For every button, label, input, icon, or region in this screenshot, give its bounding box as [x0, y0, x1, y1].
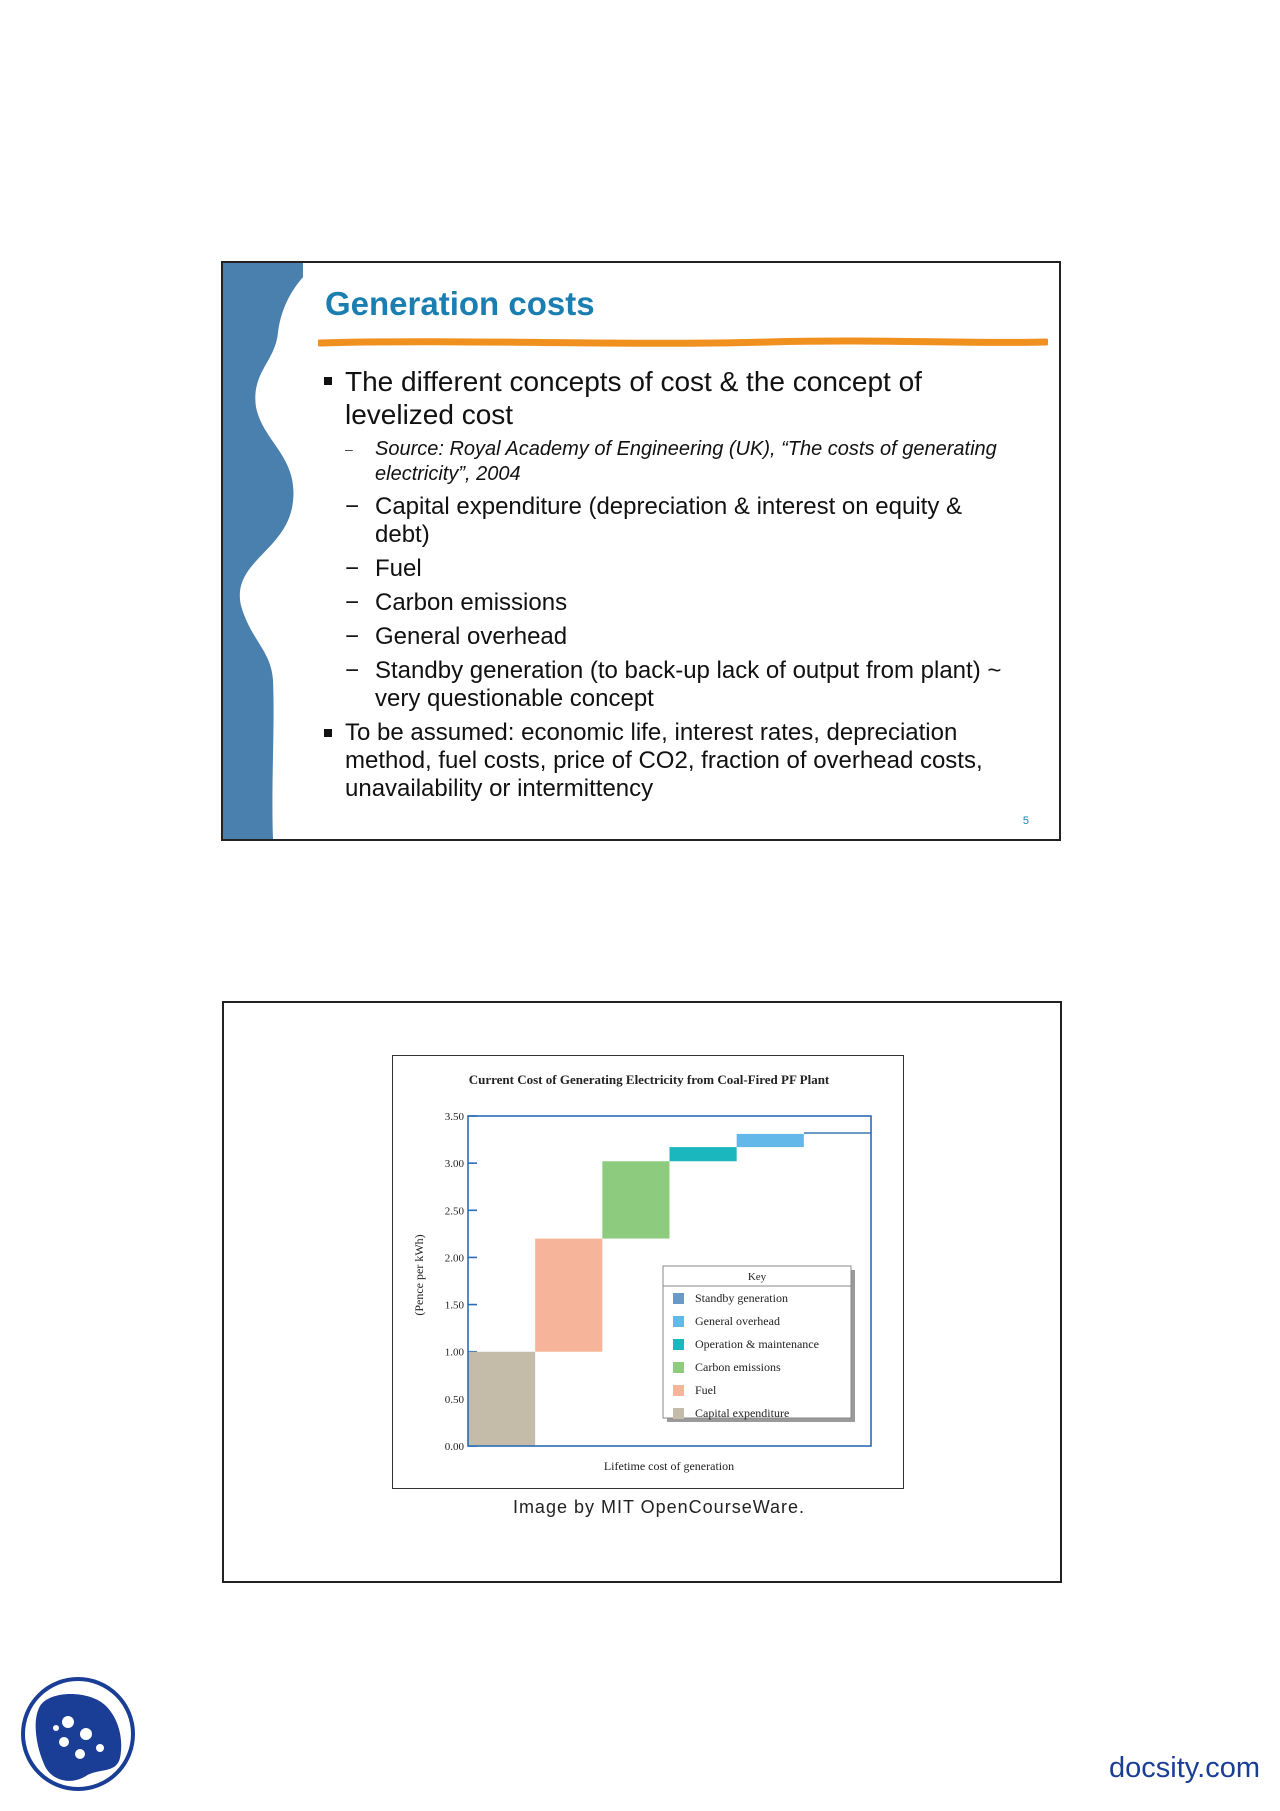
slide-cost-chart [222, 1001, 1062, 1583]
legend-swatch [673, 1362, 684, 1373]
legend-label: Carbon emissions [695, 1360, 781, 1374]
bullet-text: The different concepts of cost & the concept of levelized cost [345, 366, 922, 430]
dash-bullet-icon: − [345, 657, 360, 684]
source-citation: Source: Royal Academy of Engineering (UK), “The costs of generating electricity”, 2004 [375, 438, 997, 485]
bar-operation-maintenance [670, 1147, 737, 1161]
legend-label: General overhead [695, 1314, 780, 1328]
y-tick-label: 1.50 [444, 1299, 464, 1312]
bullet-item [323, 365, 1023, 713]
y-tick-label: 2.50 [444, 1205, 464, 1218]
sub-bullet-list [345, 437, 1023, 713]
dash-bullet-icon: – [345, 441, 353, 457]
bullet-list [323, 365, 1023, 807]
chart-canvas [393, 1056, 905, 1490]
dash-bullet-icon: − [345, 589, 360, 616]
y-axis-label: (Pence per kWh) [412, 1234, 426, 1316]
legend-title: Key [747, 1271, 767, 1283]
sub-bullet-item [345, 493, 1023, 549]
bar-capital-expenditure [468, 1352, 535, 1446]
dash-bullet-icon: − [345, 493, 360, 520]
y-tick-label: 0.50 [444, 1393, 464, 1406]
x-axis-label: Lifetime cost of generation [603, 1459, 735, 1473]
sub-bullet-text: Carbon emissions [375, 589, 568, 616]
legend-label: Operation & maintenance [695, 1337, 819, 1351]
sub-bullet-item [345, 437, 1023, 487]
bar-carbon-emissions [602, 1161, 669, 1238]
chart-legend [663, 1266, 855, 1422]
bar-fuel [535, 1239, 602, 1352]
bullet-text: To be assumed: economic life, interest rates, depreciation method, fuel costs, price of CO2, fraction of overhead costs, unavailability or intermittency [345, 719, 983, 802]
y-tick-label: 0.00 [444, 1441, 464, 1453]
square-bullet-icon [324, 377, 332, 385]
dash-bullet-icon: − [345, 555, 360, 582]
sub-bullet-item [345, 657, 1023, 713]
legend-label: Fuel [695, 1383, 717, 1397]
bar-standby-generation [804, 1132, 871, 1134]
y-tick-label: 2.00 [444, 1252, 464, 1265]
chart-frame [392, 1055, 904, 1489]
y-tick-label: 3.00 [444, 1158, 464, 1171]
legend-label: Standby generation [695, 1291, 788, 1305]
legend-swatch [673, 1293, 684, 1304]
slide-generation-costs [221, 261, 1061, 841]
chart-title: Current Cost of Generating Electricity from Coal-Fired PF Plant [468, 1072, 830, 1087]
sub-bullet-text: Capital expenditure (depreciation & interest on equity & debt) [375, 493, 963, 548]
y-tick-label: 3.50 [444, 1111, 464, 1123]
sub-bullet-item [345, 589, 1023, 617]
square-bullet-icon [324, 729, 332, 737]
slide-title: Generation costs [325, 285, 595, 322]
sub-bullet-text: General overhead [375, 623, 568, 650]
bullet-item [323, 719, 1023, 803]
side-wave-band [223, 263, 303, 839]
legend-swatch [673, 1316, 684, 1327]
sub-bullet-item [345, 623, 1023, 651]
legend-label: Capital expenditure [695, 1406, 790, 1420]
docsity-logo-icon [20, 1676, 136, 1792]
legend-swatch [673, 1339, 684, 1350]
legend-swatch [673, 1385, 684, 1396]
sub-bullet-item [345, 555, 1023, 583]
brand-name: docsity.com [1109, 1752, 1260, 1784]
dash-bullet-icon: − [345, 623, 360, 650]
page-number: 5 [1022, 815, 1029, 827]
image-credit: Image by MIT OpenCourseWare. [512, 1497, 806, 1517]
sub-bullet-text: Standby generation (to back-up lack of output from plant) ~ very questionable concept [375, 657, 1002, 712]
legend-swatch [673, 1408, 684, 1419]
y-tick-label: 1.00 [444, 1346, 464, 1359]
bar-general-overhead [737, 1134, 804, 1147]
sub-bullet-text: Fuel [375, 555, 422, 582]
title-underline [318, 337, 1048, 349]
